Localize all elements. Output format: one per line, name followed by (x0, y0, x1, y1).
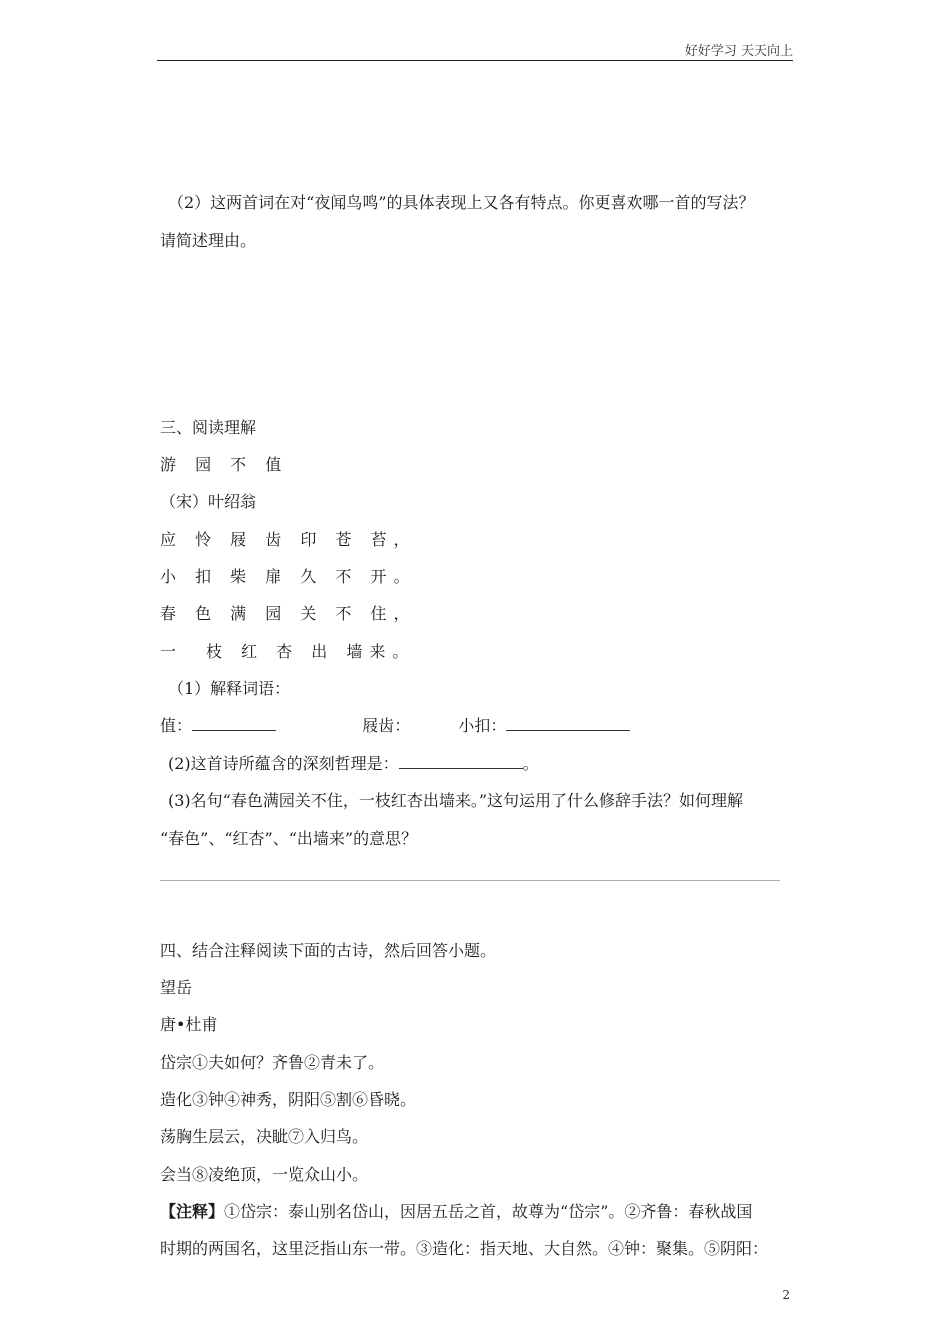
notes-line2: 时期的两国名，这里泛指山东一带。③造化：指天地、大自然。④钟：聚集。⑤阴阳： (160, 1239, 769, 1258)
q1-label: （1）解释词语： (168, 679, 291, 698)
answer-blank-xiaokou[interactable] (506, 716, 630, 731)
q2-philosophy-text: (2)这首诗所蕴含的深刻哲理是： (168, 754, 399, 773)
poem-verse-4: 一 枝 红 杏 出 墙来。 (160, 642, 416, 661)
page-number: 2 (782, 1288, 790, 1302)
page-header (157, 36, 793, 61)
answer-blank-philosophy[interactable] (399, 754, 523, 769)
poem2-verse-3: 荡胸生层云，决眦⑦入归鸟。 (160, 1127, 369, 1146)
poem2-verse-2: 造化③钟④神秀，阴阳⑤割⑥昏晓。 (160, 1090, 417, 1109)
poem2-title: 望岳 (160, 978, 193, 997)
poem-author: （宋）叶绍翁 (160, 492, 257, 511)
answer-line[interactable] (160, 880, 780, 881)
q1-terms-row (160, 716, 630, 736)
term-jichi: 屐齿： (362, 716, 411, 735)
q3-line2: “春色”、“红杏”、“出墙来”的意思？ (160, 829, 418, 848)
poem2-verse-4: 会当⑧凌绝顶，一览众山小。 (160, 1165, 369, 1184)
poem2-verse-1: 岱宗①夫如何？齐鲁②青未了。 (160, 1053, 385, 1072)
q2-philosophy-end: 。 (522, 754, 539, 773)
q3-line1: (3)名句“春色满园关不住，一枝红杏出墙来。”这句运用了什么修辞手法？如何理解 (168, 791, 744, 810)
section4-heading: 四、结合注释阅读下面的古诗，然后回答小题。 (160, 941, 497, 960)
poem-verse-3: 春 色 满 园 关 不 住， (160, 604, 417, 623)
section3-heading: 三、阅读理解 (160, 418, 257, 437)
poem-verse-1: 应 怜 屐 齿 印 苍 苔， (160, 530, 417, 549)
term-zhi: 值： (160, 716, 193, 735)
notes-label: 【注释】 (160, 1202, 225, 1221)
poem-verse-2: 小 扣 柴 扉 久 不 开。 (160, 567, 417, 586)
poem2-author: 唐•杜甫 (160, 1015, 218, 1034)
q2-line1: （2）这两首词在对“夜闻鸟鸣”的具体表现上又各有特点。你更喜欢哪一首的写法？ (168, 193, 755, 212)
poem-title: 游 园 不 值 (160, 455, 289, 474)
notes-text1: ①岱宗：泰山别名岱山，因居五岳之首，故尊为“岱宗”。②齐鲁：春秋战国 (224, 1202, 753, 1221)
q2-philosophy-row (168, 754, 539, 774)
header-motto: 好好学习 天天向上 (684, 44, 793, 59)
answer-blank-zhi[interactable] (192, 716, 276, 731)
notes-line1 (160, 1202, 752, 1222)
term-xiaokou: 小扣： (458, 716, 507, 735)
q2-line2: 请简述理由。 (160, 231, 257, 250)
